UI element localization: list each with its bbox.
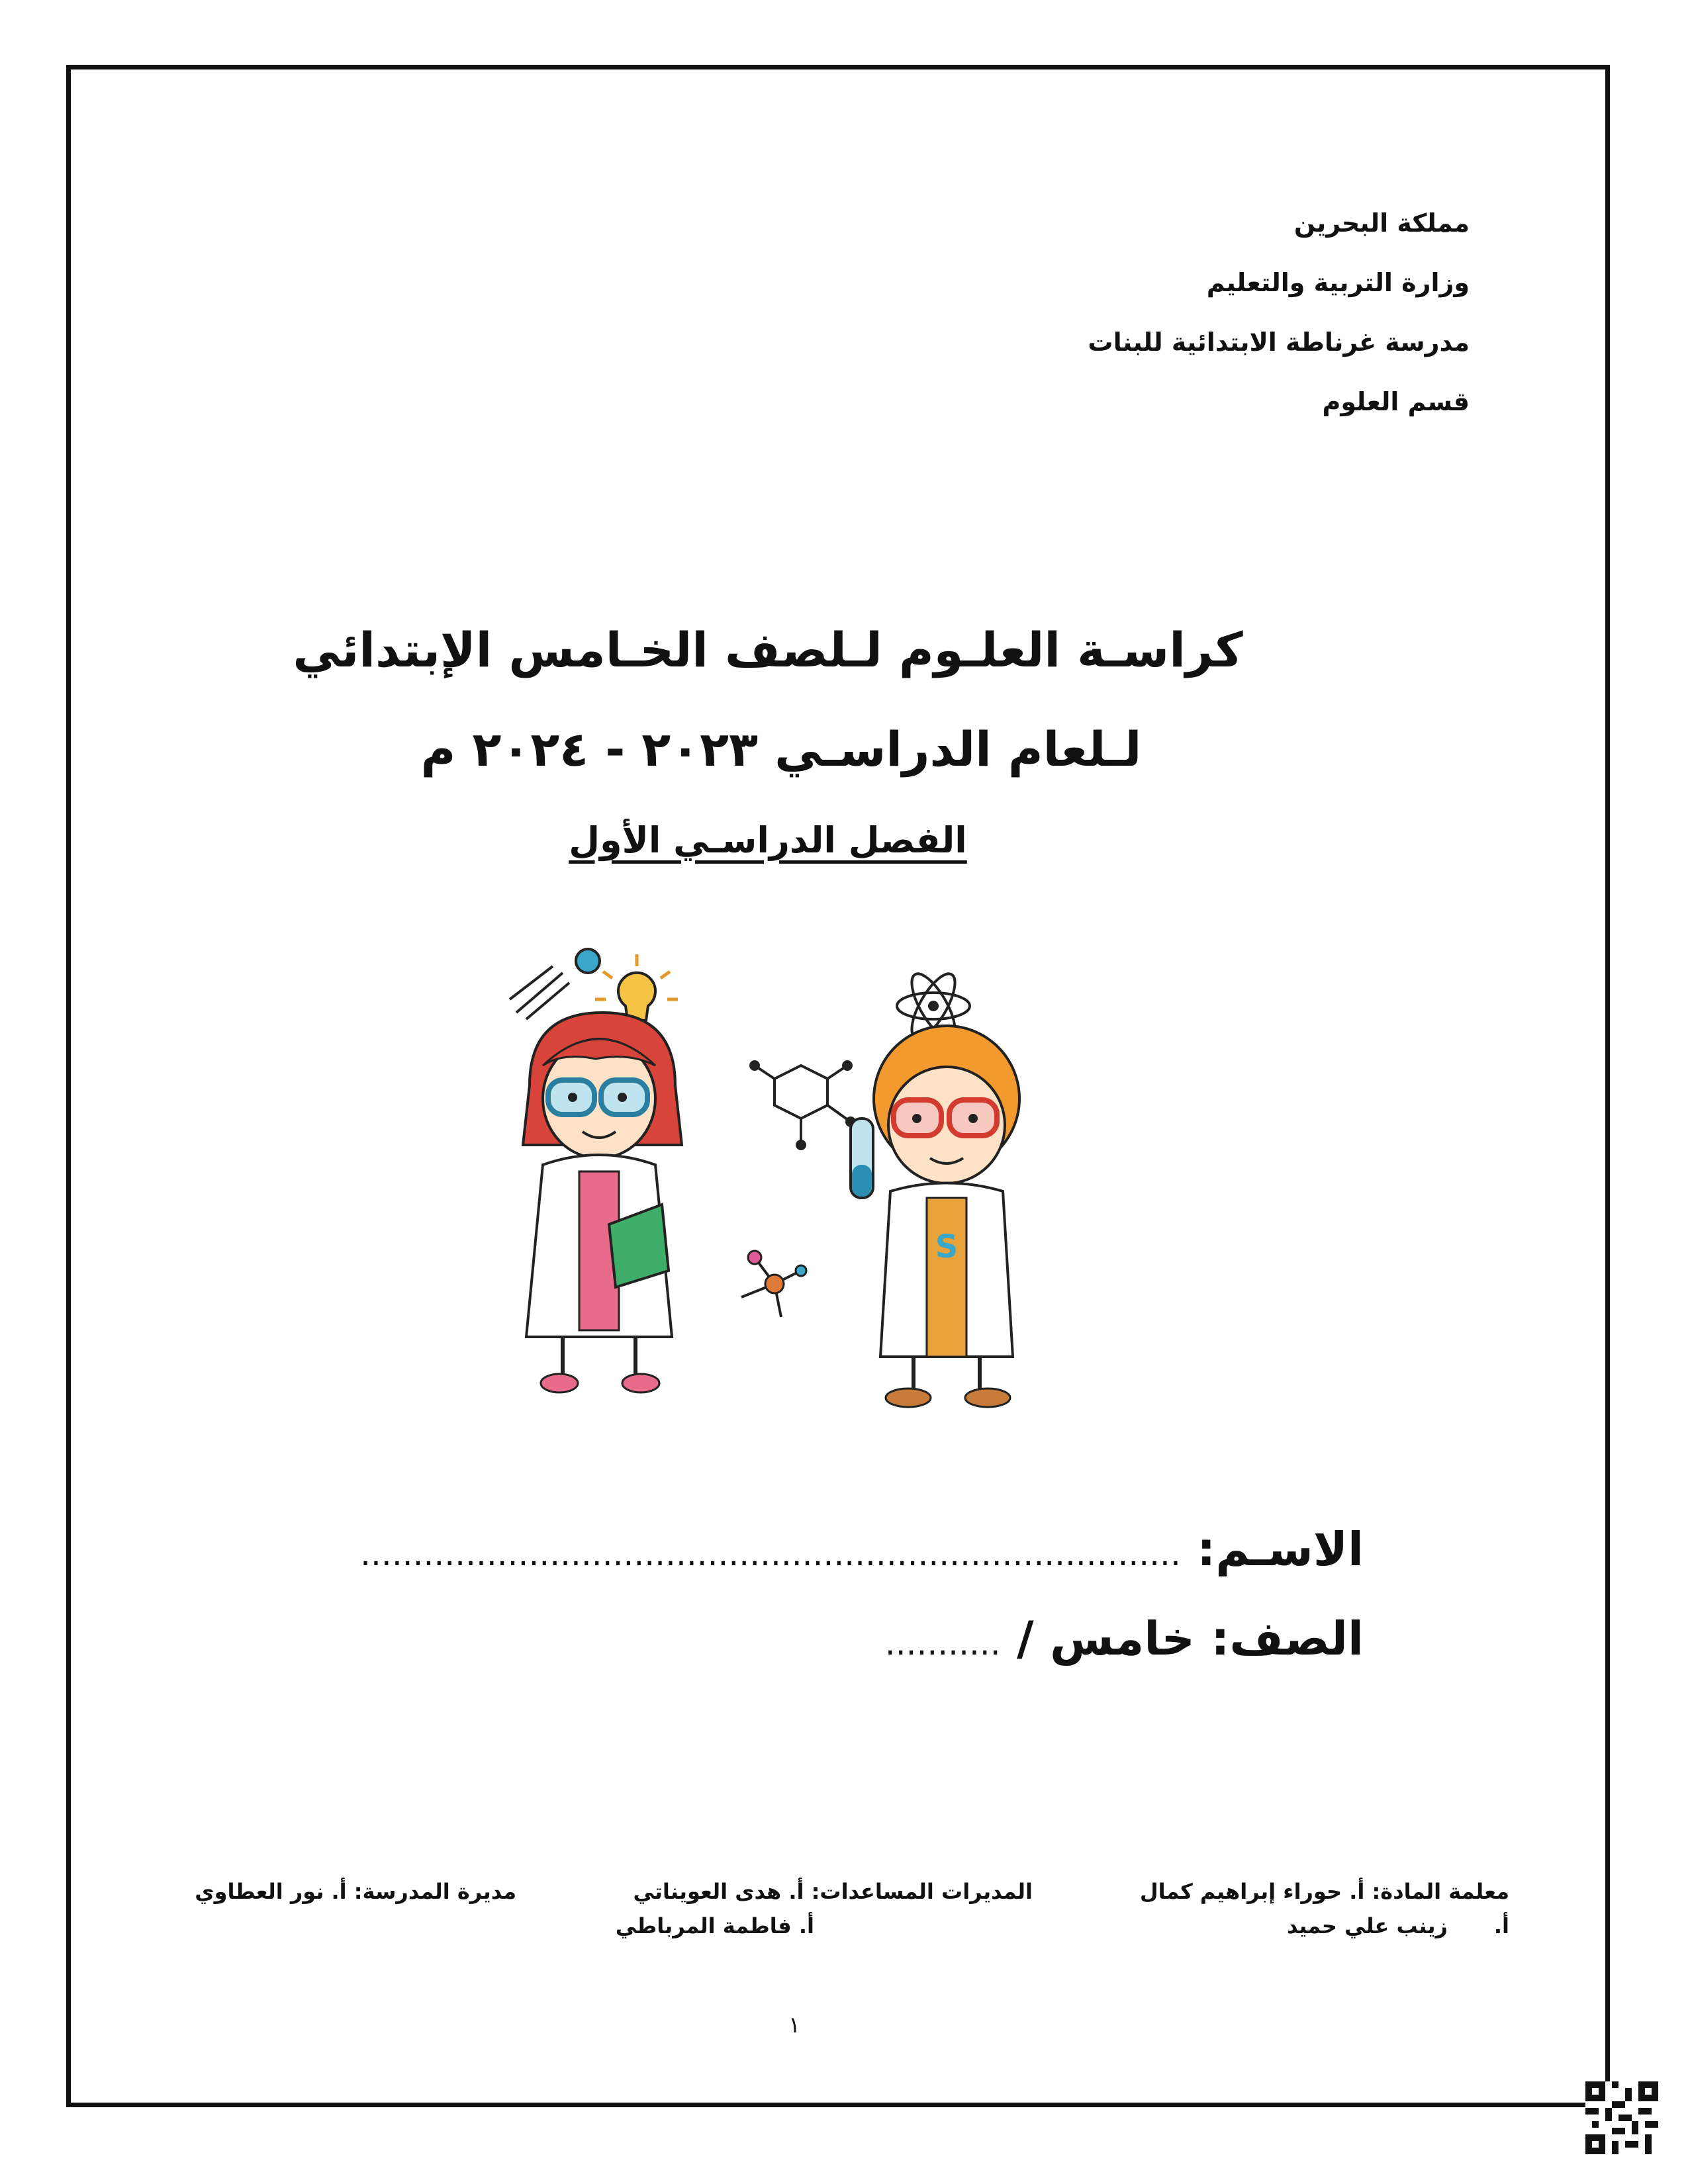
subject-teachers xyxy=(1140,1874,1509,1943)
document-header xyxy=(1088,193,1470,432)
student-class-field[interactable] xyxy=(885,1612,1364,1666)
ball-icon xyxy=(510,949,600,1019)
class-blank[interactable]: ........... xyxy=(884,1624,1001,1662)
assistants-line-2: أ. فاطمة المرباطي xyxy=(615,1913,814,1938)
department-name: قسم العلوم xyxy=(1322,387,1470,416)
name-blank[interactable]: .............................................................................. xyxy=(360,1535,1181,1573)
class-label: الصف: xyxy=(1211,1612,1364,1666)
class-value: خامس / xyxy=(1017,1612,1195,1666)
teacher-line-1: معلمة المادة: أ. حوراء إبراهيم كمال xyxy=(1139,1879,1509,1904)
assistants-line-1: المديرات المساعدات: أ. هدى العويناتي xyxy=(633,1879,1033,1904)
teacher-line-2 xyxy=(1140,1909,1509,1943)
academic-year: لـلعام الدراسـي ٢٠٢٣ - ٢٠٢٤ م xyxy=(420,721,1142,777)
page-number: ١ xyxy=(788,2012,801,2038)
molecule-icon xyxy=(751,1062,855,1149)
school-principal: مديرة المدرسة: أ. نور العطاوي xyxy=(195,1879,516,1904)
name-label: الاسـم: xyxy=(1197,1522,1364,1576)
school-name: مدرسة غرناطة الابتدائية للبنات xyxy=(1088,328,1470,357)
teacher-prefix: أ. xyxy=(1493,1913,1509,1938)
qr-code-icon xyxy=(1585,2081,1658,2154)
ministry-name: وزارة التربية والتعليم xyxy=(1206,268,1470,297)
girl-scientist-figure xyxy=(523,1013,682,1392)
scientist-kids-illustration xyxy=(490,927,1086,1443)
student-name-field[interactable] xyxy=(360,1522,1364,1576)
molecule-small-icon xyxy=(741,1251,806,1317)
workbook-title: كراسـة العلـوم لـلصف الخـامس الإبتدائي xyxy=(293,622,1243,678)
kingdom-name: مملكة البحرين xyxy=(1293,208,1470,238)
assistant-principals xyxy=(616,1874,1033,1943)
teacher-name-2: زينب علي حميد xyxy=(1286,1913,1448,1938)
semester-title: الفصل الدراسـي الأول xyxy=(569,819,967,861)
svg-text:S: S xyxy=(935,1228,959,1265)
boy-scientist-figure xyxy=(851,1026,1019,1407)
